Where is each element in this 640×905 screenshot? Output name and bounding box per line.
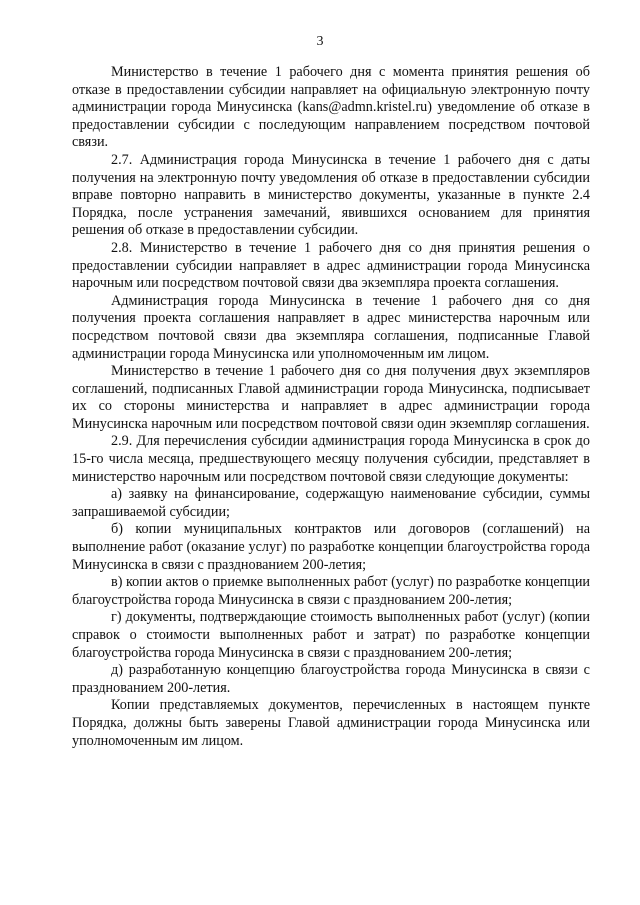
list-item-d: д) разработанную концепцию благоустройства города Минусинска в связи с празднованием 200-летия. — [72, 662, 590, 696]
paragraph-2-8: 2.8. Министерство в течение 1 рабочего дня со дня принятия решения о предоставлении субсидии направляет в адрес администрации города Минусинска нарочным или посредством почтовой связи два экземпляра проекта соглашения. — [72, 239, 590, 292]
list-item-b: б) копии муниципальных контрактов или договоров (соглашений) на выполнение работ (оказание услуг) по разработке концепции благоустройства города Минусинска в связи с празднованием 200-летия; — [72, 521, 590, 573]
list-item-v: в) копии актов о приемке выполненных работ (услуг) по разработке концепции благоустройства города Минусинска в связи с празднованием 200-летия; — [72, 574, 590, 608]
paragraph-administration-agreement: Администрация города Минусинска в течение 1 рабочего дня со дня получения проекта соглашения направляет в адрес министерства нарочным или посредством почтовой связи два экземпляра соглашения, подписанные Главой администрации города Минусинска или уполномоченным им лицом. — [72, 292, 590, 362]
paragraph-copies-certification: Копии представляемых документов, перечисленных в настоящем пункте Порядка, должны быть заверены Главой администрации города Минусинска или уполномоченным им лицом. — [72, 697, 590, 749]
page-number: 3 — [316, 34, 324, 49]
paragraph-refusal-notice: Министерство в течение 1 рабочего дня с момента принятия решения об отказе в предоставлении субсидии направляет на официальную электронную почту администрации города Минусинска (kans@admn.kristel.ru) уведомление об отказе в предоставлении субсидии с последующим направлением посредством почтовой связи. — [72, 64, 590, 151]
document-body — [72, 64, 590, 750]
paragraph-2-9: 2.9. Для перечисления субсидии администрация города Минусинска в срок до 15-го числа месяца, предшествующего месяцу получения субсидии, представляет в министерство нарочным или посредством почтовой связи следующие документы: — [72, 433, 590, 485]
paragraph-ministry-signing: Министерство в течение 1 рабочего дня со дня получения двух экземпляров соглашений, подписанных Главой администрации города Минусинска, подписывает их со стороны министерства и направляет в адрес администрации города Минусинска нарочным или посредством почтовой связи один экземпляр соглашения. — [72, 363, 590, 432]
paragraph-2-7: 2.7. Администрация города Минусинска в течение 1 рабочего дня с даты получения на электронную почту уведомления об отказе в предоставлении субсидии вправе повторно направить в министерство документы, указанные в пункте 2.4 Порядка, после устранения замечаний, явившихся основанием для принятия решения об отказе в предоставлении субсидии. — [72, 151, 590, 239]
list-item-g: г) документы, подтверждающие стоимость выполненных работ (услуг) (копии справок о стоимости выполненных работ и затрат) по разработке концепции благоустройства города Минусинска в связи с празднованием 200-летия; — [72, 609, 590, 661]
list-item-a: а) заявку на финансирование, содержащую наименование субсидии, суммы запрашиваемой субсидии; — [72, 486, 590, 520]
